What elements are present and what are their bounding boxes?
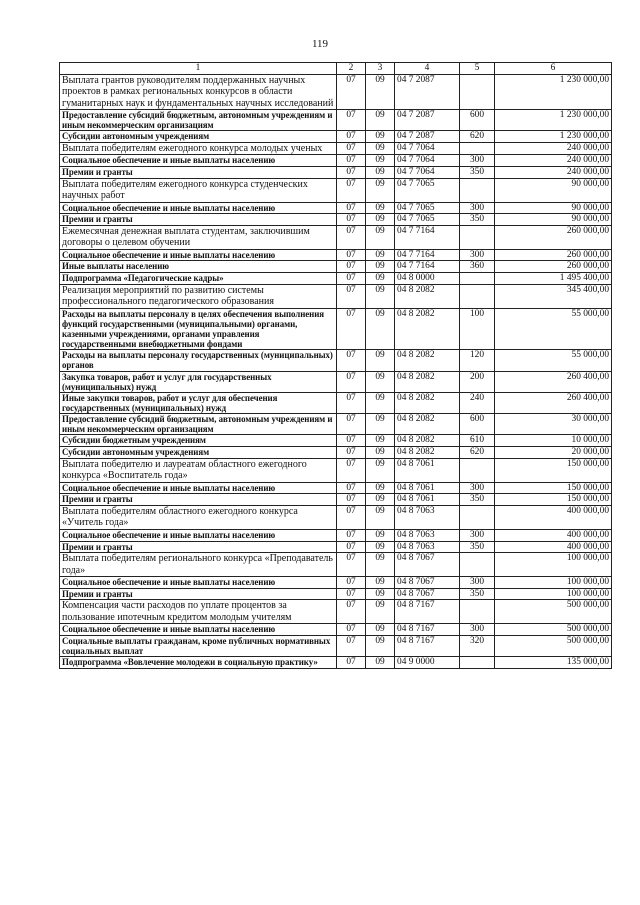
subsection-code-cell: 09: [366, 529, 395, 541]
section-code-cell: 07: [337, 600, 366, 624]
row-name-cell: Премии и гранты: [60, 494, 337, 506]
amount-cell: 55 000,00: [495, 350, 612, 371]
target-article-cell: 04 8 2082: [395, 284, 460, 308]
target-article-cell: 04 8 7061: [395, 494, 460, 506]
amount-cell: 260 400,00: [495, 392, 612, 413]
table-row: [60, 447, 612, 459]
table-row: [60, 588, 612, 600]
section-code-cell: 07: [337, 635, 366, 656]
expense-type-cell: 300: [460, 624, 495, 636]
row-name-cell: Субсидии автономным учреждениям: [60, 131, 337, 143]
table-header-row: [60, 63, 612, 75]
table-row: [60, 529, 612, 541]
table-row: [60, 541, 612, 553]
section-code-cell: 07: [337, 435, 366, 447]
table-row: [60, 506, 612, 530]
amount-cell: 10 000,00: [495, 435, 612, 447]
row-name-cell: Закупка товаров, работ и услуг для государственных (муниципальных) нужд: [60, 371, 337, 392]
budget-table: [59, 62, 612, 669]
table-row: [60, 273, 612, 285]
row-name-cell: Выплата победителям регионального конкурса «Преподаватель года»: [60, 553, 337, 577]
subsection-code-cell: 09: [366, 155, 395, 167]
subsection-code-cell: 09: [366, 392, 395, 413]
amount-cell: 240 000,00: [495, 167, 612, 179]
target-article-cell: 04 7 7065: [395, 178, 460, 202]
table-row: [60, 624, 612, 636]
subsection-code-cell: 09: [366, 284, 395, 308]
row-name-cell: Социальное обеспечение и иные выплаты населению: [60, 529, 337, 541]
amount-cell: 100 000,00: [495, 577, 612, 589]
table-row: [60, 392, 612, 413]
column-header: 1: [60, 63, 337, 75]
row-name-cell: Выплата грантов руководителям поддержанных научных проектов в рамках региональных конкурсов в области гуманитарных наук и фундаментальных научных исследований: [60, 74, 337, 109]
row-name-cell: Выплата победителю и лауреатам областного ежегодного конкурса «Воспитатель года»: [60, 458, 337, 482]
section-code-cell: 07: [337, 167, 366, 179]
subsection-code-cell: 09: [366, 142, 395, 154]
subsection-code-cell: 09: [366, 600, 395, 624]
subsection-code-cell: 09: [366, 214, 395, 226]
target-article-cell: 04 8 7167: [395, 635, 460, 656]
table-body: [60, 74, 612, 668]
subsection-code-cell: 09: [366, 635, 395, 656]
expense-type-cell: 600: [460, 414, 495, 435]
amount-cell: 400 000,00: [495, 541, 612, 553]
table-row: [60, 202, 612, 214]
target-article-cell: 04 8 7067: [395, 588, 460, 600]
expense-type-cell: 300: [460, 529, 495, 541]
table-row: [60, 371, 612, 392]
section-code-cell: 07: [337, 529, 366, 541]
amount-cell: 30 000,00: [495, 414, 612, 435]
amount-cell: 1 230 000,00: [495, 109, 612, 130]
subsection-code-cell: 09: [366, 624, 395, 636]
subsection-code-cell: 09: [366, 202, 395, 214]
row-name-cell: Подпрограмма «Вовлечение молодежи в социальную практику»: [60, 657, 337, 669]
column-header: 5: [460, 63, 495, 75]
expense-type-cell: [460, 284, 495, 308]
target-article-cell: 04 8 2082: [395, 308, 460, 350]
section-code-cell: 07: [337, 273, 366, 285]
amount-cell: 400 000,00: [495, 506, 612, 530]
amount-cell: 150 000,00: [495, 482, 612, 494]
section-code-cell: 07: [337, 202, 366, 214]
subsection-code-cell: 09: [366, 657, 395, 669]
section-code-cell: 07: [337, 588, 366, 600]
section-code-cell: 07: [337, 74, 366, 109]
target-article-cell: 04 8 7063: [395, 506, 460, 530]
expense-type-cell: [460, 142, 495, 154]
section-code-cell: 07: [337, 371, 366, 392]
expense-type-cell: 350: [460, 541, 495, 553]
expense-type-cell: [460, 74, 495, 109]
section-code-cell: 07: [337, 392, 366, 413]
subsection-code-cell: 09: [366, 178, 395, 202]
target-article-cell: 04 7 7064: [395, 155, 460, 167]
row-name-cell: Субсидии бюджетным учреждениям: [60, 435, 337, 447]
column-header: 3: [366, 63, 395, 75]
row-name-cell: Расходы на выплаты персоналу государственных (муниципальных) органов: [60, 350, 337, 371]
row-name-cell: Социальное обеспечение и иные выплаты населению: [60, 577, 337, 589]
table-row: [60, 435, 612, 447]
row-name-cell: Компенсация части расходов по уплате процентов за пользование ипотечным кредитом молодым учителям: [60, 600, 337, 624]
row-name-cell: Премии и гранты: [60, 167, 337, 179]
target-article-cell: 04 7 7164: [395, 261, 460, 273]
subsection-code-cell: 09: [366, 577, 395, 589]
table-row: [60, 494, 612, 506]
subsection-code-cell: 09: [366, 458, 395, 482]
amount-cell: 100 000,00: [495, 588, 612, 600]
table-row: [60, 249, 612, 261]
target-article-cell: 04 7 2087: [395, 109, 460, 130]
amount-cell: 1 495 400,00: [495, 273, 612, 285]
expense-type-cell: [460, 553, 495, 577]
table-row: [60, 635, 612, 656]
subsection-code-cell: 09: [366, 249, 395, 261]
expense-type-cell: 360: [460, 261, 495, 273]
table-row: [60, 458, 612, 482]
section-code-cell: 07: [337, 482, 366, 494]
target-article-cell: 04 8 7061: [395, 482, 460, 494]
amount-cell: 345 400,00: [495, 284, 612, 308]
section-code-cell: 07: [337, 225, 366, 249]
expense-type-cell: 610: [460, 435, 495, 447]
expense-type-cell: 300: [460, 202, 495, 214]
table-row: [60, 308, 612, 350]
amount-cell: 90 000,00: [495, 178, 612, 202]
target-article-cell: 04 8 7061: [395, 458, 460, 482]
expense-type-cell: 620: [460, 131, 495, 143]
table-row: [60, 109, 612, 130]
row-name-cell: Премии и гранты: [60, 541, 337, 553]
section-code-cell: 07: [337, 553, 366, 577]
target-article-cell: 04 8 7067: [395, 553, 460, 577]
expense-type-cell: 600: [460, 109, 495, 130]
subsection-code-cell: 09: [366, 273, 395, 285]
target-article-cell: 04 7 2087: [395, 131, 460, 143]
amount-cell: 260 000,00: [495, 225, 612, 249]
section-code-cell: 07: [337, 308, 366, 350]
row-name-cell: Выплата победителям ежегодного конкурса студенческих научных работ: [60, 178, 337, 202]
amount-cell: 260 000,00: [495, 249, 612, 261]
row-name-cell: Предоставление субсидий бюджетным, автономным учреждениям и иным некоммерческим организациям: [60, 414, 337, 435]
section-code-cell: 07: [337, 494, 366, 506]
amount-cell: 500 000,00: [495, 600, 612, 624]
table-row: [60, 131, 612, 143]
section-code-cell: 07: [337, 447, 366, 459]
row-name-cell: Социальное обеспечение и иные выплаты населению: [60, 482, 337, 494]
section-code-cell: 07: [337, 109, 366, 130]
row-name-cell: Социальное обеспечение и иные выплаты населению: [60, 624, 337, 636]
subsection-code-cell: 09: [366, 131, 395, 143]
expense-type-cell: [460, 600, 495, 624]
target-article-cell: 04 7 7065: [395, 202, 460, 214]
section-code-cell: 07: [337, 414, 366, 435]
expense-type-cell: [460, 225, 495, 249]
expense-type-cell: 320: [460, 635, 495, 656]
amount-cell: 90 000,00: [495, 214, 612, 226]
table-row: [60, 600, 612, 624]
expense-type-cell: 300: [460, 155, 495, 167]
section-code-cell: 07: [337, 624, 366, 636]
section-code-cell: 07: [337, 214, 366, 226]
expense-type-cell: 100: [460, 308, 495, 350]
table-row: [60, 577, 612, 589]
row-name-cell: Социальное обеспечение и иные выплаты населению: [60, 249, 337, 261]
amount-cell: 135 000,00: [495, 657, 612, 669]
section-code-cell: 07: [337, 506, 366, 530]
section-code-cell: 07: [337, 541, 366, 553]
column-header: 4: [395, 63, 460, 75]
target-article-cell: 04 8 0000: [395, 273, 460, 285]
section-code-cell: 07: [337, 131, 366, 143]
table-row: [60, 214, 612, 226]
target-article-cell: 04 7 7064: [395, 142, 460, 154]
row-name-cell: Социальное обеспечение и иные выплаты населению: [60, 155, 337, 167]
expense-type-cell: 300: [460, 249, 495, 261]
subsection-code-cell: 09: [366, 553, 395, 577]
subsection-code-cell: 09: [366, 506, 395, 530]
amount-cell: 100 000,00: [495, 553, 612, 577]
section-code-cell: 07: [337, 249, 366, 261]
row-name-cell: Субсидии автономным учреждениям: [60, 447, 337, 459]
row-name-cell: Предоставление субсидий бюджетным, автономным учреждениям и иным некоммерческим организациям: [60, 109, 337, 130]
subsection-code-cell: 09: [366, 225, 395, 249]
subsection-code-cell: 09: [366, 109, 395, 130]
target-article-cell: 04 7 2087: [395, 74, 460, 109]
table-row: [60, 142, 612, 154]
table-row: [60, 74, 612, 109]
amount-cell: 1 230 000,00: [495, 131, 612, 143]
expense-type-cell: 300: [460, 577, 495, 589]
target-article-cell: 04 8 2082: [395, 447, 460, 459]
expense-type-cell: 240: [460, 392, 495, 413]
expense-type-cell: [460, 458, 495, 482]
target-article-cell: 04 8 2082: [395, 371, 460, 392]
row-name-cell: Расходы на выплаты персоналу в целях обеспечения выполнения функций государственными (муниципальными) органами, казенными учреждениями, органами управления государственными внебюджетными фондами: [60, 308, 337, 350]
row-name-cell: Иные закупки товаров, работ и услуг для обеспечения государственных (муниципальных) нужд: [60, 392, 337, 413]
row-name-cell: Иные выплаты населению: [60, 261, 337, 273]
subsection-code-cell: 09: [366, 494, 395, 506]
target-article-cell: 04 8 7063: [395, 541, 460, 553]
row-name-cell: Подпрограмма «Педагогические кадры»: [60, 273, 337, 285]
subsection-code-cell: 09: [366, 167, 395, 179]
expense-type-cell: 350: [460, 167, 495, 179]
subsection-code-cell: 09: [366, 588, 395, 600]
section-code-cell: 07: [337, 284, 366, 308]
section-code-cell: 07: [337, 458, 366, 482]
table-row: [60, 284, 612, 308]
expense-type-cell: [460, 178, 495, 202]
expense-type-cell: 620: [460, 447, 495, 459]
subsection-code-cell: 09: [366, 447, 395, 459]
target-article-cell: 04 7 7064: [395, 167, 460, 179]
target-article-cell: 04 7 7164: [395, 249, 460, 261]
section-code-cell: 07: [337, 142, 366, 154]
row-name-cell: Выплата победителям ежегодного конкурса молодых ученых: [60, 142, 337, 154]
expense-type-cell: 350: [460, 588, 495, 600]
amount-cell: 20 000,00: [495, 447, 612, 459]
subsection-code-cell: 09: [366, 414, 395, 435]
amount-cell: 400 000,00: [495, 529, 612, 541]
amount-cell: 1 230 000,00: [495, 74, 612, 109]
expense-type-cell: 120: [460, 350, 495, 371]
subsection-code-cell: 09: [366, 350, 395, 371]
table-row: [60, 482, 612, 494]
expense-type-cell: [460, 273, 495, 285]
expense-type-cell: 200: [460, 371, 495, 392]
target-article-cell: 04 8 2082: [395, 350, 460, 371]
table-row: [60, 155, 612, 167]
section-code-cell: 07: [337, 155, 366, 167]
target-article-cell: 04 8 2082: [395, 392, 460, 413]
table-row: [60, 167, 612, 179]
row-name-cell: Ежемесячная денежная выплата студентам, заключившим договоры о целевом обучении: [60, 225, 337, 249]
subsection-code-cell: 09: [366, 371, 395, 392]
expense-type-cell: [460, 506, 495, 530]
target-article-cell: 04 8 7067: [395, 577, 460, 589]
subsection-code-cell: 09: [366, 74, 395, 109]
table-row: [60, 414, 612, 435]
amount-cell: 150 000,00: [495, 494, 612, 506]
table-row: [60, 657, 612, 669]
target-article-cell: 04 8 7167: [395, 624, 460, 636]
target-article-cell: 04 8 2082: [395, 414, 460, 435]
target-article-cell: 04 7 7065: [395, 214, 460, 226]
expense-type-cell: 350: [460, 494, 495, 506]
table-row: [60, 225, 612, 249]
subsection-code-cell: 09: [366, 261, 395, 273]
section-code-cell: 07: [337, 261, 366, 273]
subsection-code-cell: 09: [366, 308, 395, 350]
amount-cell: 240 000,00: [495, 155, 612, 167]
expense-type-cell: [460, 657, 495, 669]
amount-cell: 260 000,00: [495, 261, 612, 273]
column-header: 2: [337, 63, 366, 75]
amount-cell: 55 000,00: [495, 308, 612, 350]
row-name-cell: Выплата победителям областного ежегодного конкурса «Учитель года»: [60, 506, 337, 530]
table-row: [60, 553, 612, 577]
expense-type-cell: 350: [460, 214, 495, 226]
amount-cell: 150 000,00: [495, 458, 612, 482]
row-name-cell: Премии и гранты: [60, 588, 337, 600]
subsection-code-cell: 09: [366, 482, 395, 494]
column-header: 6: [495, 63, 612, 75]
amount-cell: 240 000,00: [495, 142, 612, 154]
row-name-cell: Реализация мероприятий по развитию системы профессионального педагогического образования: [60, 284, 337, 308]
section-code-cell: 07: [337, 657, 366, 669]
amount-cell: 500 000,00: [495, 624, 612, 636]
amount-cell: 260 400,00: [495, 371, 612, 392]
row-name-cell: Социальные выплаты гражданам, кроме публичных нормативных социальных выплат: [60, 635, 337, 656]
amount-cell: 500 000,00: [495, 635, 612, 656]
section-code-cell: 07: [337, 350, 366, 371]
table-row: [60, 261, 612, 273]
row-name-cell: Премии и гранты: [60, 214, 337, 226]
target-article-cell: 04 9 0000: [395, 657, 460, 669]
expense-type-cell: 300: [460, 482, 495, 494]
section-code-cell: 07: [337, 178, 366, 202]
target-article-cell: 04 8 2082: [395, 435, 460, 447]
table-row: [60, 350, 612, 371]
subsection-code-cell: 09: [366, 435, 395, 447]
page-number: 119: [311, 38, 329, 50]
target-article-cell: 04 8 7167: [395, 600, 460, 624]
row-name-cell: Социальное обеспечение и иные выплаты населению: [60, 202, 337, 214]
section-code-cell: 07: [337, 577, 366, 589]
subsection-code-cell: 09: [366, 541, 395, 553]
target-article-cell: 04 8 7063: [395, 529, 460, 541]
target-article-cell: 04 7 7164: [395, 225, 460, 249]
amount-cell: 90 000,00: [495, 202, 612, 214]
table-row: [60, 178, 612, 202]
